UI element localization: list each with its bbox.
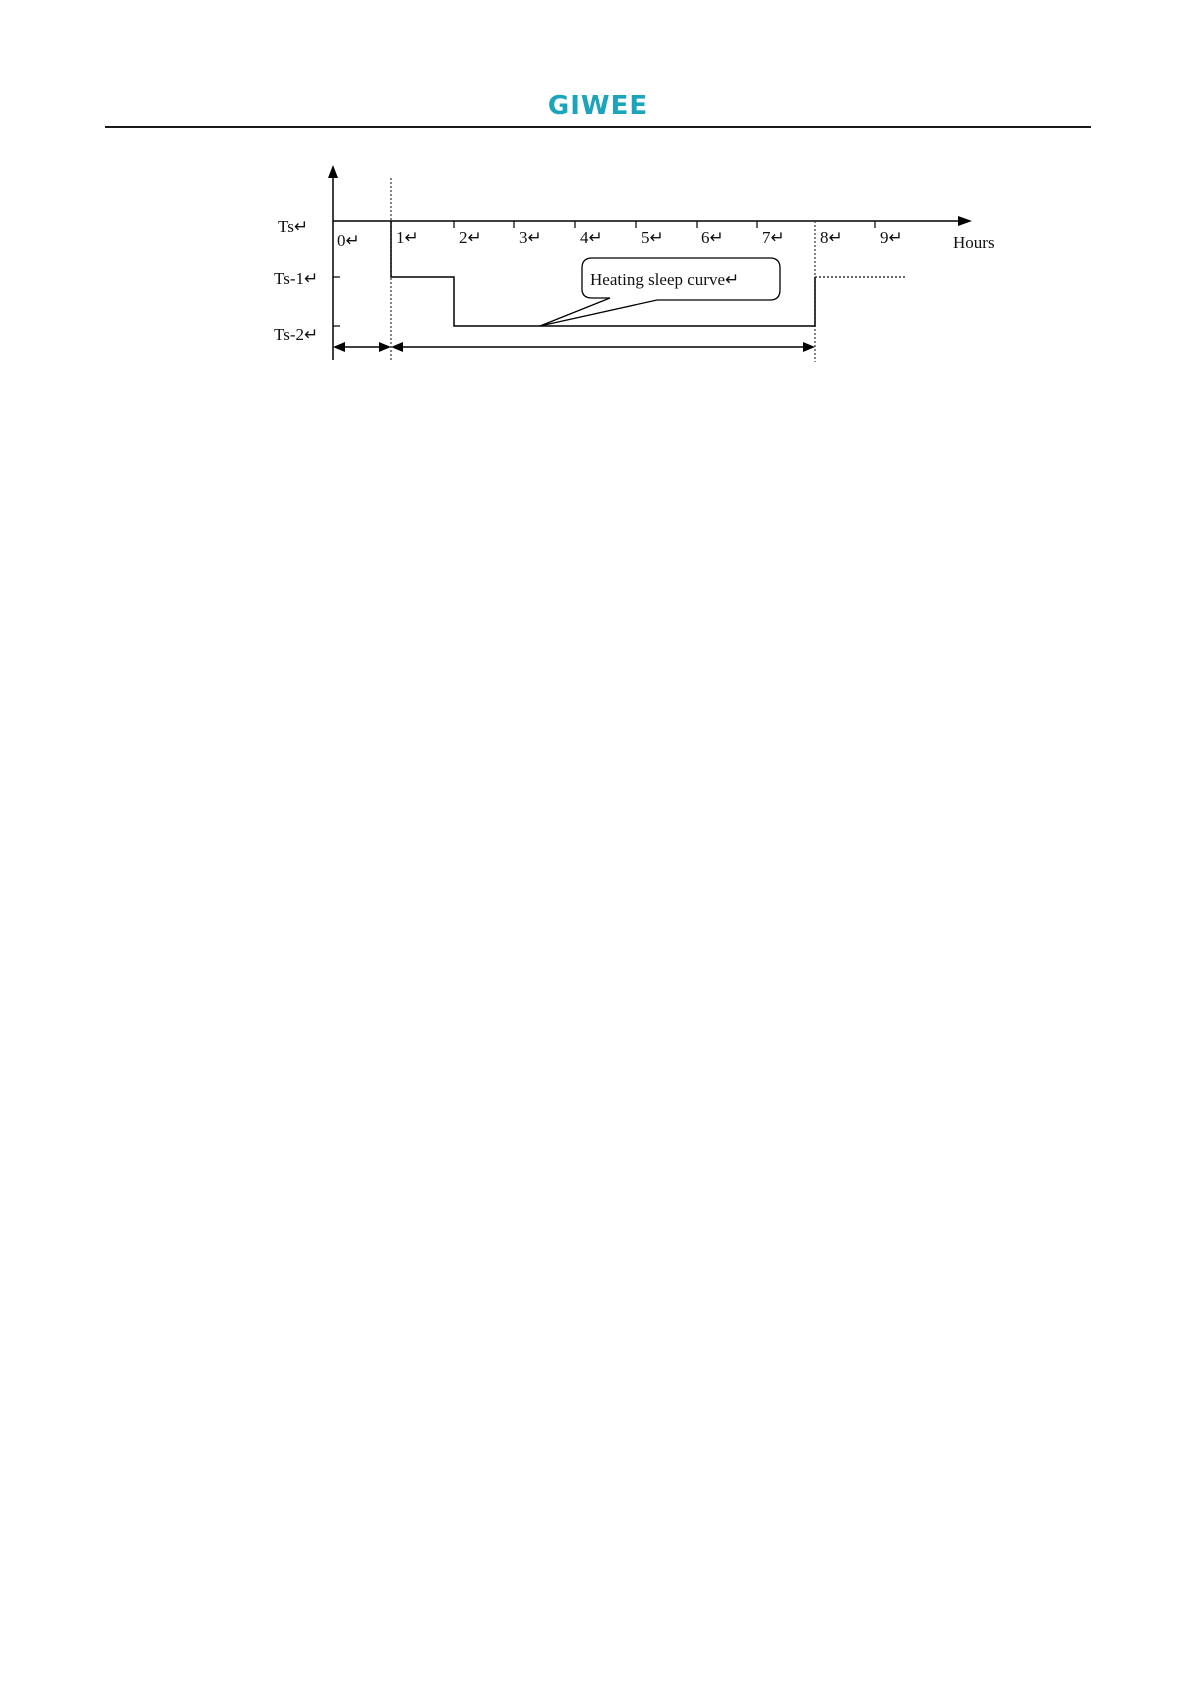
span-arrow-hour-0-to-1 (333, 342, 391, 352)
x-tick-1: 1↵ (396, 228, 419, 247)
x-axis-label: Hours (953, 233, 995, 252)
callout-text: Heating sleep curve↵ (590, 270, 740, 289)
span-arrow-hour-1-to-8 (391, 342, 815, 352)
x-tick-7: 7↵ (762, 228, 785, 247)
x-tick-3: 3↵ (519, 228, 542, 247)
giwee-logo: GIWEE (547, 91, 649, 121)
heating-sleep-curve-figure (0, 0, 1191, 400)
x-tick-0: 0↵ (337, 231, 360, 250)
x-tick-8: 8↵ (820, 228, 843, 247)
x-axis-ticks (454, 221, 875, 228)
x-axis-arrowhead (958, 216, 972, 226)
x-tick-9: 9↵ (880, 228, 903, 247)
x-tick-5: 5↵ (641, 228, 664, 247)
y-label-ts-minus-1: Ts-1↵ (274, 269, 319, 288)
y-axis-arrowhead (328, 165, 338, 178)
x-tick-6: 6↵ (701, 228, 724, 247)
callout-bubble (540, 258, 780, 326)
x-tick-4: 4↵ (580, 228, 603, 247)
y-label-ts-minus-2: Ts-2↵ (274, 325, 319, 344)
y-label-ts: Ts↵ (278, 217, 309, 236)
x-tick-2: 2↵ (459, 228, 482, 247)
